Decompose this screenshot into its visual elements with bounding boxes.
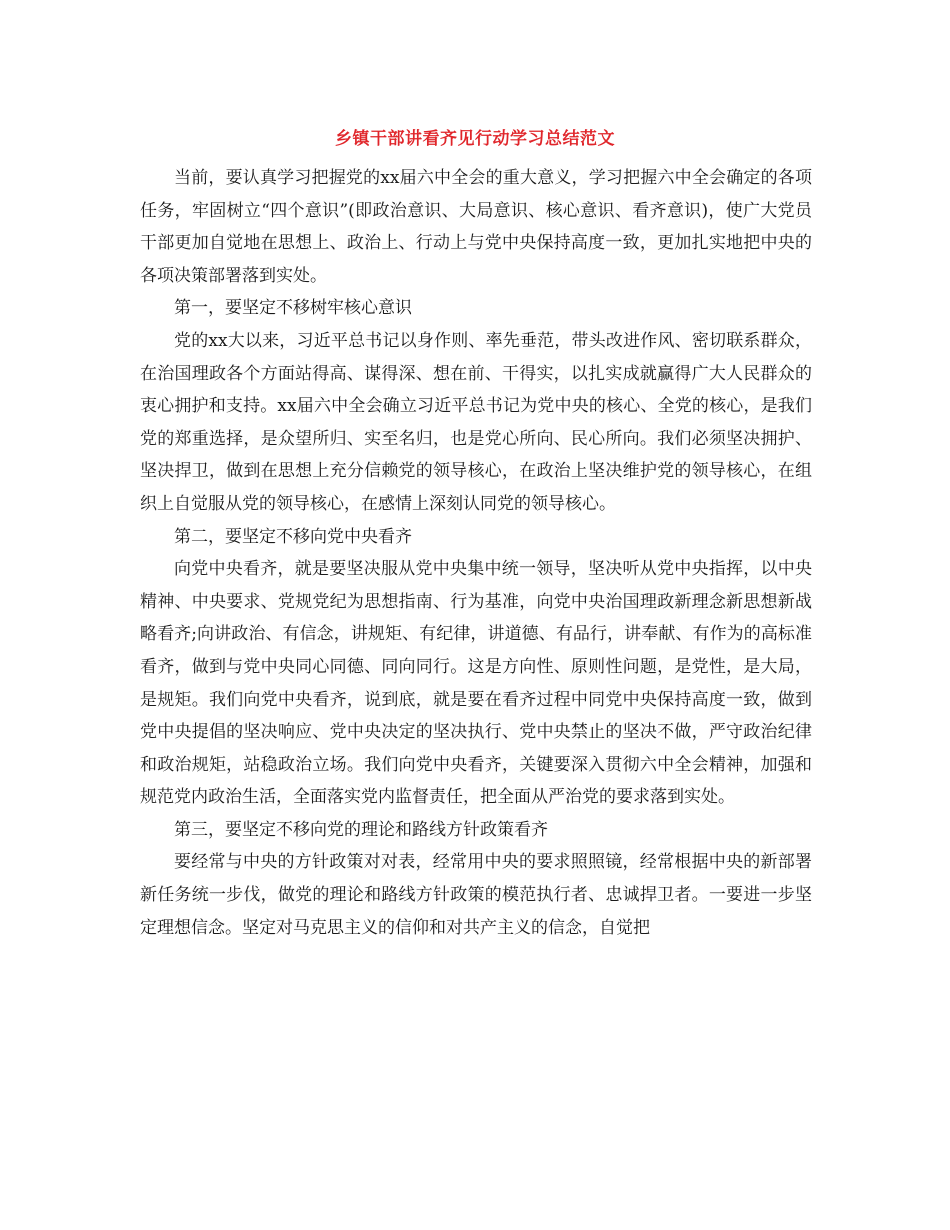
paragraph-section-3: 要经常与中央的方针政策对对表，经常用中央的要求照照镜，经常根据中央的新部署新任务统一步伐，做党的理论和路线方针政策的模范执行者、忠诚捍卫者。一要进一步坚定理想信念。坚定对马克思主义的信仰和对共产主义的信念，自觉把 [140,852,812,938]
section-heading-3: 第三，要坚定不移向党的理论和路线方针政策看齐 [174,819,548,840]
document-title: 乡镇干部讲看齐见行动学习总结范文 [335,129,615,149]
document-body [140,162,812,944]
paragraph-intro: 当前，要认真学习把握党的xx届六中全会的重大意义，学习把握六中全会确定的各项任务，牢固树立“四个意识”(即政治意识、大局意识、核心意识、看齐意识)，使广大党员干部更加自觉地在思想上、政治上、行动上与党中央保持高度一致，更加扎实地把中央的各项决策部署落到实处。 [140,168,812,286]
paragraph-section-1: 党的xx大以来，习近平总书记以身作则、率先垂范，带头改进作风、密切联系群众，在治国理政各个方面站得高、谋得深、想在前、干得实，以扎实成就赢得广大人民群众的衷心拥护和支持。xx届六中全会确立习近平总书记为党中央的核心、全党的核心，是我们党的郑重选择，是众望所归、实至名归，也是党心所向、民心所向。我们必须坚决拥护、坚决捍卫，做到在思想上充分信赖党的领导核心，在政治上坚决维护党的领导核心，在组织上自觉服从党的领导核心，在感情上深刻认同党的领导核心。 [140,330,812,514]
section-heading-2: 第二，要坚定不移向党中央看齐 [174,526,412,547]
paragraph-section-2: 向党中央看齐，就是要坚决服从党中央集中统一领导，坚决听从党中央指挥，以中央精神、中央要求、党规党纪为思想指南、行为基准，向党中央治国理政新理念新思想新战略看齐;向讲政治、有信念，讲规矩、有纪律，讲道德、有品行，讲奉献、有作为的高标准看齐，做到与党中央同心同德、同向同行。这是方向性、原则性问题，是党性，是大局，是规矩。我们向党中央看齐，说到底，就是要在看齐过程中同党中央保持高度一致，做到党中央提倡的坚决响应、党中央决定的坚决执行、党中央禁止的坚决不做，严守政治纪律和政治规矩，站稳政治立场。我们向党中央看齐，关键要深入贯彻六中全会精神，加强和规范党内政治生活，全面落实党内监督责任，把全面从严治党的要求落到实处。 [140,559,812,808]
section-heading-1: 第一，要坚定不移树牢核心意识 [174,298,412,319]
